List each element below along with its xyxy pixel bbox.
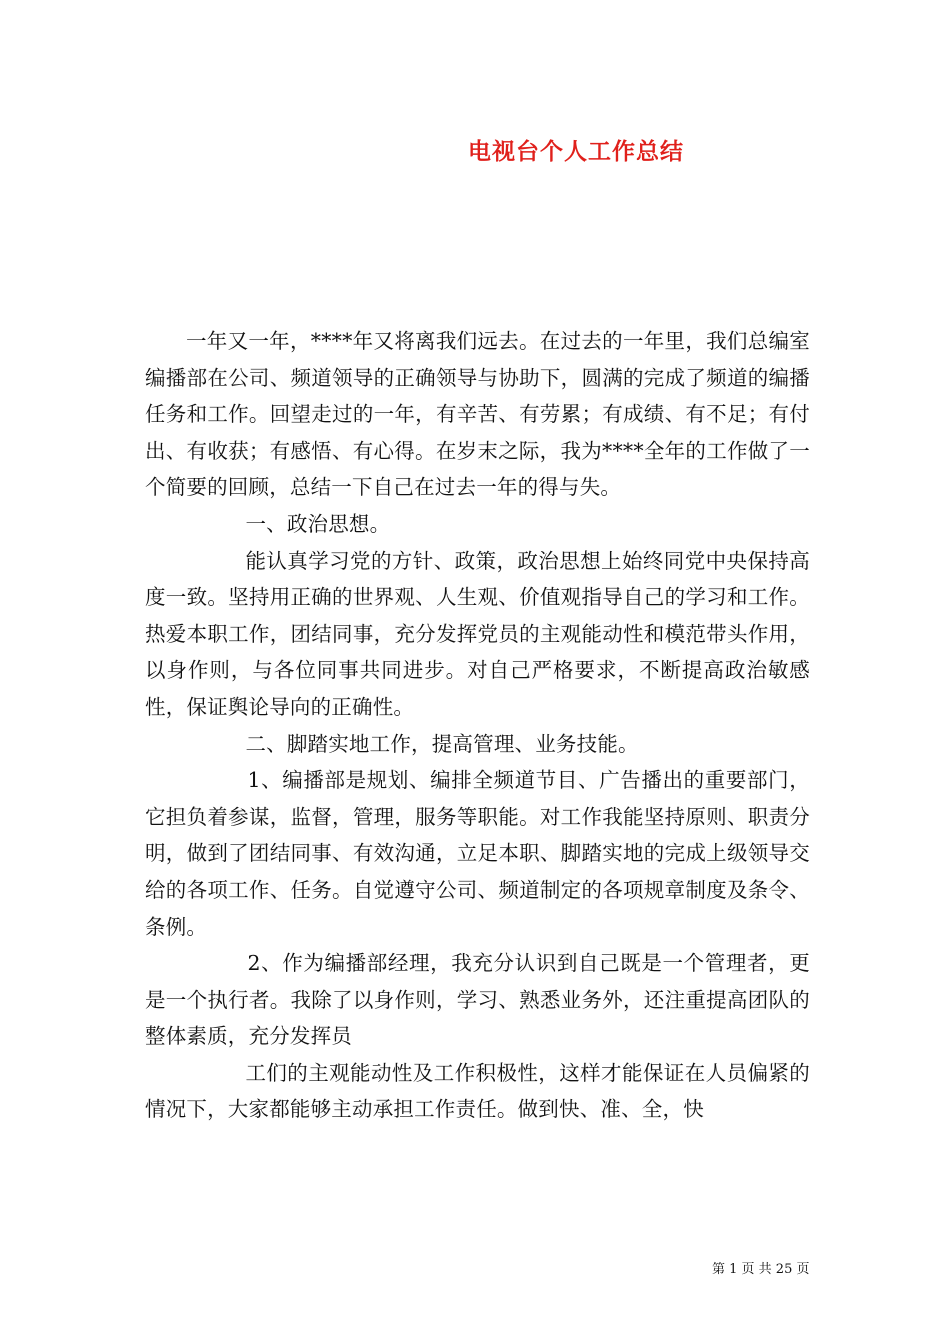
document-body <box>145 323 810 1128</box>
paragraph-politics: 能认真学习党的方针、政策，政治思想上始终同党中央保持高度一致。坚持用正确的世界观、人生观、价值观指导自己的学习和工作。热爱本职工作，团结同事，充分发挥党员的主观能动性和模范带头作用，以身作则，与各位同事共同进步。对自己严格要求，不断提高政治敏感性，保证舆论导向的正确性。 <box>145 548 810 719</box>
section-heading-work: 二、脚踏实地工作，提高管理、业务技能。 <box>245 731 639 756</box>
page-number: 第 1 页 共 25 页 <box>712 1262 810 1277</box>
section-heading-politics: 一、政治思想。 <box>245 511 391 536</box>
paragraph-item-2: 2、作为编播部经理，我充分认识到自己既是一个管理者，更是一个执行者。我除了以身作则，学习、熟悉业务外，还注重提高团队的整体素质，充分发挥员 <box>145 951 810 1049</box>
paragraph-intro: 一年又一年，****年又将离我们远去。在过去的一年里，我们总编室编播部在公司、频道领导的正确领导与协助下，圆满的完成了频道的编播任务和工作。回望走过的一年，有辛苦、有劳累；有成绩、有不足；有付出、有收获；有感悟、有心得。在岁末之际，我为****全年的工作做了一个简要的回顾，总结一下自己在过去一年的得与失。 <box>145 329 810 500</box>
paragraph-continued: 工们的主观能动性及工作积极性，这样才能保证在人员偏紧的情况下，大家都能够主动承担工作责任。做到快、准、全，快 <box>145 1060 810 1122</box>
document-title: 电视台个人工作总结 <box>468 138 684 165</box>
paragraph-item-1: 1、编播部是规划、编排全频道节目、广告播出的重要部门，它担负着参谋，监督，管理，服务等职能。对工作我能坚持原则、职责分明，做到了团结同事、有效沟通，立足本职、脚踏实地的完成上级领导交给的各项工作、任务。自觉遵守公司、频道制定的各项规章制度及条令、条例。 <box>145 768 810 939</box>
